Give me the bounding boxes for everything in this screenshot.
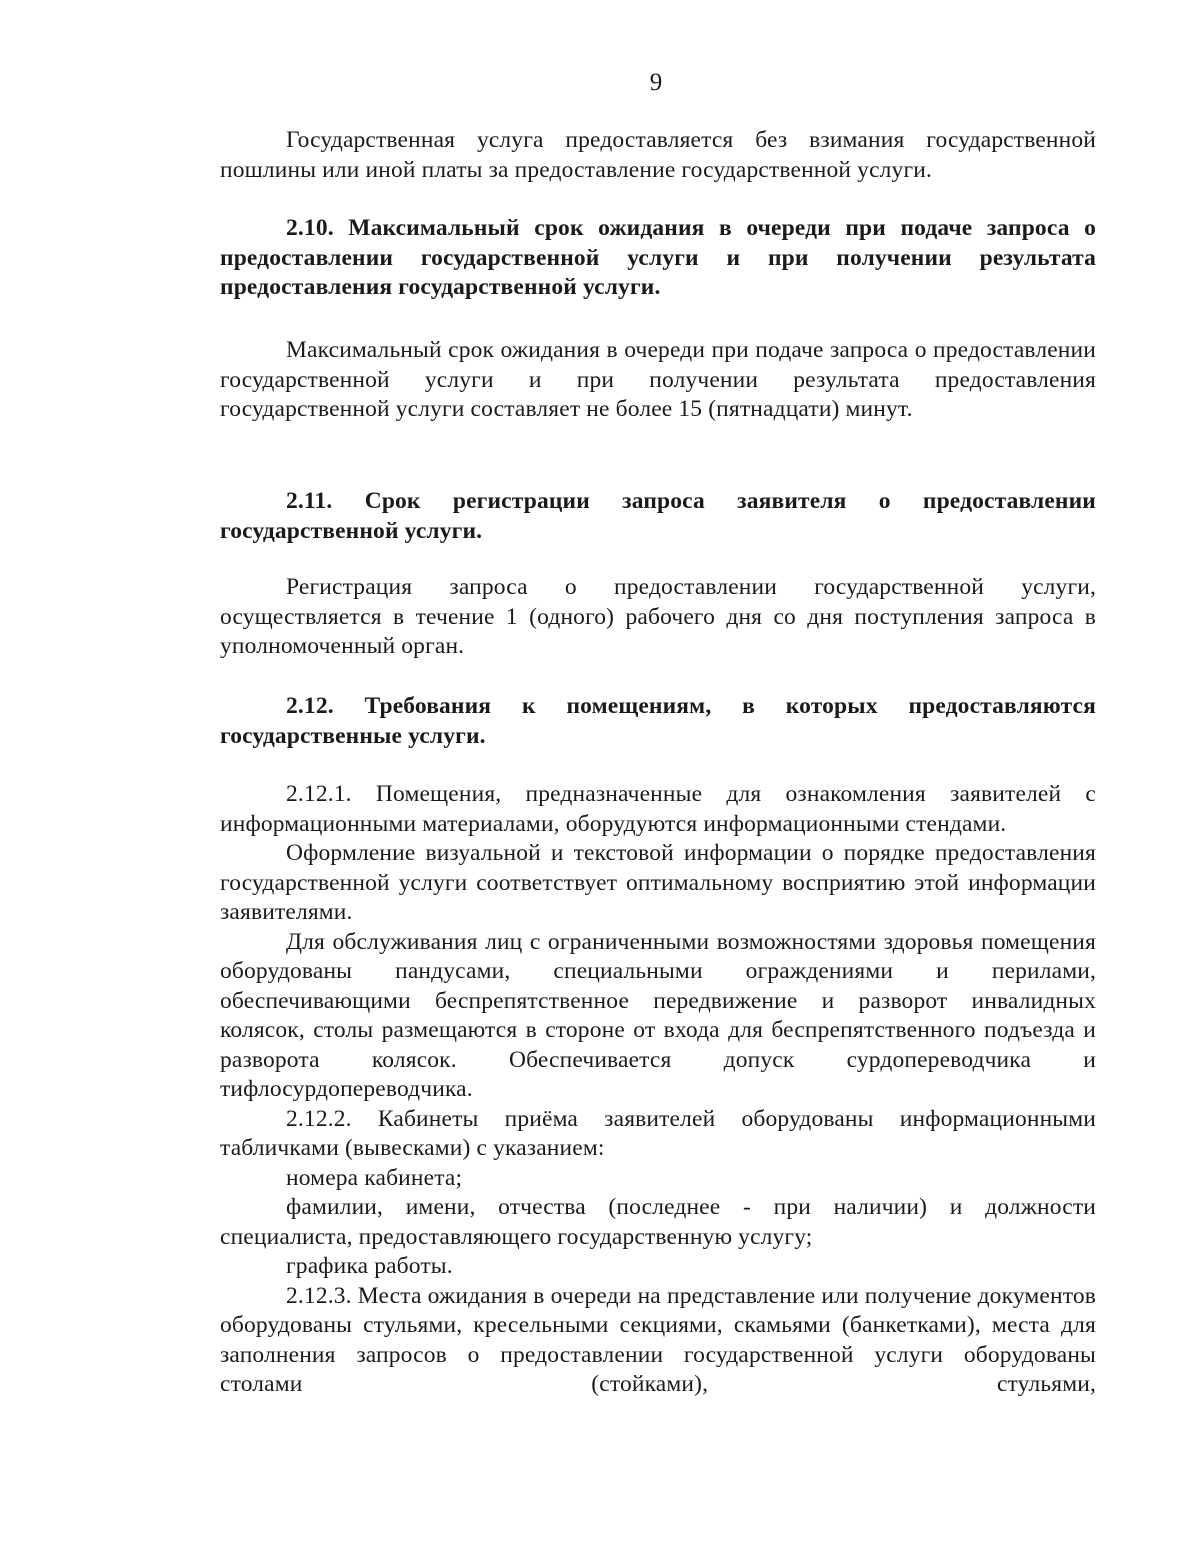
paragraph-2-12-2: 2.12.2. Кабинеты приёма заявителей оборудованы информационными табличками (вывесками) с указанием: bbox=[220, 1105, 1096, 1161]
paragraph-2-12-1: 2.12.1. Помещения, предназначенные для ознакомления заявителей с информационными материалами, оборудуются информационными стендами. bbox=[220, 781, 1096, 837]
section-2-10-paragraph: Максимальный срок ожидания в очереди при подаче запроса о предоставлении государственной услуги и при получении результата предоставления государственной услуги составляет не более 15 (пятнадцати) минут. bbox=[220, 337, 1096, 422]
section-2-12-heading-block bbox=[220, 692, 1096, 751]
section-2-11-heading-block bbox=[220, 487, 1096, 546]
paragraph-design: Оформление визуальной и текстовой информации о порядке предоставления государственной услуги соответствует оптимальному восприятию этой информации заявителями. bbox=[220, 840, 1096, 925]
list-item-specialist-name: фамилии, имени, отчества (последнее - при наличии) и должности специалиста, предоставляющего государственную услугу; bbox=[220, 1194, 1096, 1250]
section-2-11-body bbox=[220, 573, 1096, 662]
list-item-room-number: номера кабинета; bbox=[286, 1164, 463, 1191]
section-2-10-heading-block bbox=[220, 214, 1096, 303]
page-number: 9 bbox=[649, 69, 663, 96]
paragraph-2-12-3: 2.12.3. Места ожидания в очереди на представление или получение документов оборудованы стульями, кресельными секциями, скамьями (банкетками), места для заполнения запросов о предоставлении государственной услуги оборудованы столами (стойками), стульями, bbox=[220, 1282, 1096, 1397]
intro-paragraph: Государственная услуга предоставляется без взимания государственной пошлины или иной платы за предоставление государственной услуги. bbox=[220, 127, 1096, 183]
section-2-10-heading: 2.10. Максимальный срок ожидания в очереди при подаче запроса о предоставлении государственной услуги и при получении результата предоставления государственной услуги. bbox=[220, 215, 1096, 300]
section-2-10-body bbox=[220, 336, 1096, 425]
section-2-11-heading: 2.11. Срок регистрации запроса заявителя о предоставлении государственной услуги. bbox=[220, 488, 1096, 544]
intro-section bbox=[220, 126, 1096, 185]
section-2-12-heading: 2.12. Требования к помещениям, в которых предоставляются государственные услуги. bbox=[220, 693, 1096, 749]
section-2-11-paragraph: Регистрация запроса о предоставлении государственной услуги, осуществляется в течение 1 (одного) рабочего дня со дня поступления запроса в уполномоченный орган. bbox=[220, 574, 1096, 659]
list-item-schedule: графика работы. bbox=[286, 1253, 453, 1279]
section-2-12-body bbox=[220, 780, 1096, 1400]
paragraph-accessibility: Для обслуживания лиц с ограниченными возможностями здоровья помещения оборудованы пандусами, специальными ограждениями и перилами, обеспечивающими беспрепятственное передвижение и разворот инвалидных колясок, столы размещаются в стороне от входа для беспрепятственного подъезда и разворота колясок. Обеспечивается допуск сурдопереводчика и тифлосурдопереводчика. bbox=[220, 928, 1096, 1102]
